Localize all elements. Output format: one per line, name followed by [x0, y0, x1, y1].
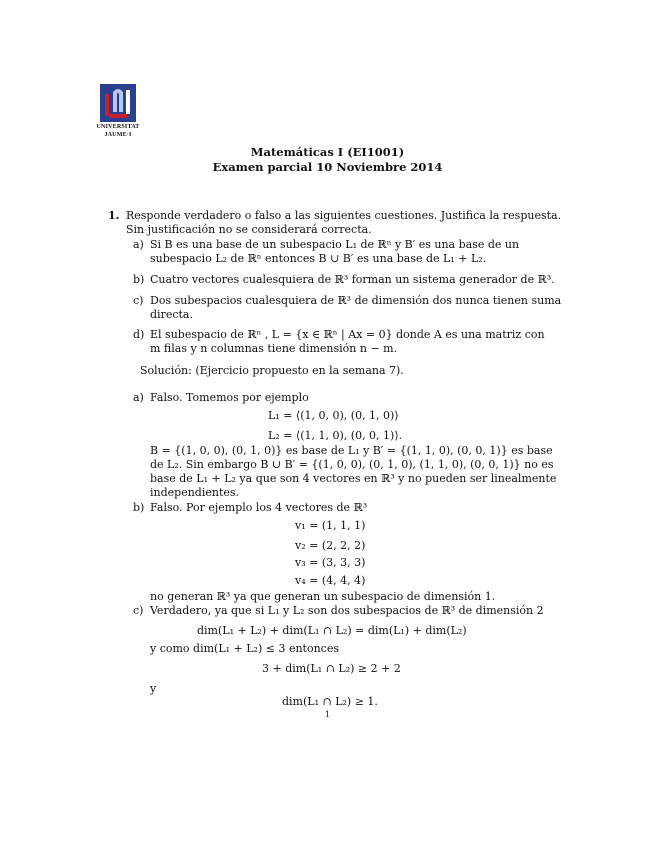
solution-a-paragraph-line1: B = {(1, 0, 0), (0, 1, 0)} es base de L₁ y B′ = {(1, 1, 0), (0, 0, 1)} es base: [150, 444, 553, 457]
logo-text-line2: JAUME·I: [104, 132, 132, 138]
solution-b-vector3: v₃ = (3, 3, 3): [295, 556, 366, 569]
question-intro-line1: Responde verdadero o falso a las siguientes cuestiones. Justifica la respuesta.: [126, 209, 562, 222]
solution-b-label: b): [133, 501, 145, 514]
question-item-d-line2: m filas y n columnas tiene dimensión n − m.: [150, 342, 398, 355]
solution-a-equation1: L₁ = ⟨(1, 0, 0), (0, 1, 0)⟩: [268, 409, 399, 422]
question-item-b-label: b): [133, 273, 145, 286]
logo-bar-left-icon: [105, 94, 109, 116]
solution-c-line1: Verdadero, ya que si L₁ y L₂ son dos subespacios de ℝ³ de dimensión 2: [150, 604, 544, 617]
question-item-a-label: a): [133, 238, 144, 251]
solution-b-vector2: v₂ = (2, 2, 2): [295, 539, 366, 552]
solution-c-equation2: 3 + dim(L₁ ∩ L₂) ≥ 2 + 2: [262, 662, 401, 675]
solution-a-line1: Falso. Tomemos por ejemplo: [150, 391, 309, 404]
solution-c-equation3: dim(L₁ ∩ L₂) ≥ 1.: [282, 695, 378, 708]
question-item-a-line2: subespacio L₂ de ℝⁿ entonces B ∪ B′ es una base de L₁ + L₂.: [150, 252, 487, 265]
question-item-c-label: c): [133, 294, 144, 307]
solution-intro: Solución: (Ejercicio propuesto en la semana 7).: [140, 364, 404, 377]
question-item-c-line1: Dos subespacios cualesquiera de ℝ³ de dimensión dos nunca tienen suma: [150, 294, 562, 307]
solution-c-line3: y: [150, 682, 157, 695]
question-item-d-label: d): [133, 328, 145, 341]
solution-c-line2: y como dim(L₁ + L₂) ≤ 3 entonces: [150, 642, 339, 655]
solution-a-paragraph-line3: base de L₁ + L₂ ya que son 4 vectores en ℝ³ y no pueden ser linealmente: [150, 472, 557, 485]
page-title: Matemáticas I (EI1001): [250, 145, 405, 159]
solution-b-vector1: v₁ = (1, 1, 1): [295, 519, 366, 532]
solution-c-equation1: dim(L₁ + L₂) + dim(L₁ ∩ L₂) = dim(L₁) + dim(L₂): [197, 624, 467, 637]
solution-a-paragraph-line2: de L₂. Sin embargo B ∪ B′ = {(1, 0, 0), (0, 1, 0), (1, 1, 0), (0, 0, 1)} no es: [150, 458, 554, 471]
logo-bar-right-icon: [126, 90, 130, 114]
question-item-d-line1: El subespacio de ℝⁿ , L = {x ∈ ℝⁿ | Ax = 0} donde A es una matriz con: [150, 328, 545, 341]
question-intro-line2: Sin justificación no se considerará correcta.: [126, 223, 372, 236]
logo-text-line1: UNIVERSITAT: [96, 124, 140, 130]
page-number: 1: [324, 710, 331, 719]
solution-a-label: a): [133, 391, 144, 404]
question-item-b-line1: Cuatro vectores cualesquiera de ℝ³ forman un sistema generador de ℝ³.: [150, 273, 555, 286]
question-item-c-line2: directa.: [150, 308, 193, 321]
logo-base-icon: [109, 114, 127, 118]
solution-b-vector4: v₄ = (4, 4, 4): [295, 574, 366, 587]
solution-c-label: c): [133, 604, 144, 617]
question-item-a-line1: Si B es una base de un subespacio L₁ de ℝⁿ y B′ es una base de un: [150, 238, 520, 251]
question-number: 1.: [108, 209, 120, 222]
page-subtitle: Examen parcial 10 Noviembre 2014: [212, 160, 443, 174]
solution-a-paragraph-line4: independientes.: [150, 486, 240, 499]
solution-a-equation2: L₂ = ⟨(1, 1, 0), (0, 0, 1)⟩.: [268, 429, 403, 442]
solution-b-line2: no generan ℝ³ ya que generan un subespacio de dimensión 1.: [150, 590, 496, 603]
solution-b-line1: Falso. Por ejemplo los 4 vectores de ℝ³: [150, 501, 368, 514]
